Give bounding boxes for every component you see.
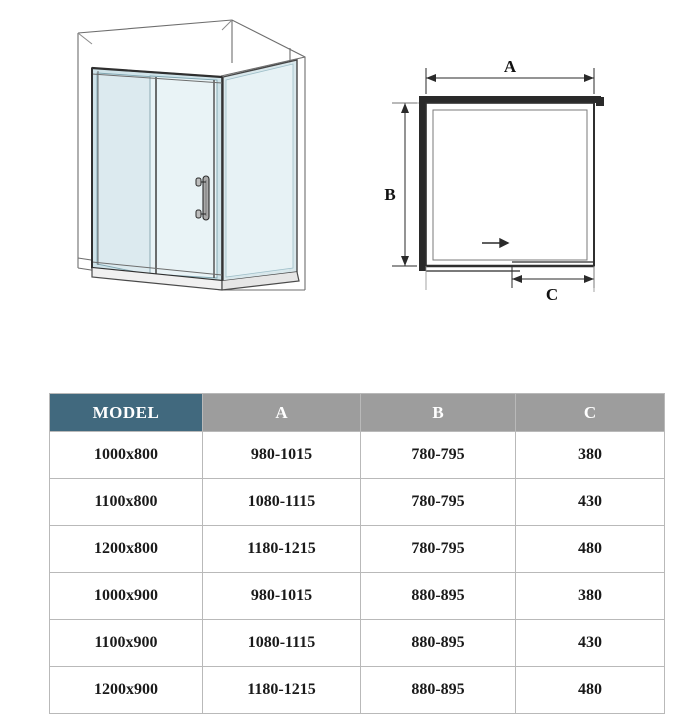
wall-top: [419, 96, 601, 103]
cell-a: 980-1015: [203, 573, 361, 620]
table-header-row: [50, 394, 665, 432]
dimension-label-b: B: [384, 185, 396, 204]
cell-c: 430: [516, 620, 665, 667]
cell-c: 380: [516, 432, 665, 479]
cell-b: 880-895: [361, 667, 516, 714]
cell-c: 430: [516, 479, 665, 526]
table-row: [50, 620, 665, 667]
table-row: [50, 667, 665, 714]
cell-c: 380: [516, 573, 665, 620]
table-row: [50, 526, 665, 573]
cell-model: 1000x900: [50, 573, 203, 620]
header-b: B: [361, 394, 516, 432]
table-row: [50, 432, 665, 479]
cell-model: 1200x800: [50, 526, 203, 573]
cell-b: 780-795: [361, 479, 516, 526]
cell-b: 780-795: [361, 432, 516, 479]
cell-a: 980-1015: [203, 432, 361, 479]
dimension-label-c: C: [545, 285, 559, 304]
cell-b: 880-895: [361, 620, 516, 667]
header-model: MODEL: [50, 394, 203, 432]
cell-model: 1100x900: [50, 620, 203, 667]
cell-model: 1200x900: [50, 667, 203, 714]
cell-c: 480: [516, 667, 665, 714]
shower-enclosure-top-view: [384, 57, 604, 304]
dimension-label-a: A: [503, 57, 517, 76]
sliding-direction-arrow: [482, 239, 508, 247]
cell-a: 1080-1115: [203, 620, 361, 667]
sliding-shower-door-3d-view: [78, 20, 305, 290]
cell-a: 1180-1215: [203, 667, 361, 714]
table-row: [50, 479, 665, 526]
cell-a: 1080-1115: [203, 479, 361, 526]
header-c: C: [516, 394, 665, 432]
cell-model: 1000x800: [50, 432, 203, 479]
cell-model: 1100x800: [50, 479, 203, 526]
cell-a: 1180-1215: [203, 526, 361, 573]
wall-left: [419, 96, 426, 271]
table-row: [50, 573, 665, 620]
cell-b: 780-795: [361, 526, 516, 573]
cell-c: 480: [516, 526, 665, 573]
header-a: A: [203, 394, 361, 432]
specification-table: [49, 393, 665, 714]
cell-b: 880-895: [361, 573, 516, 620]
